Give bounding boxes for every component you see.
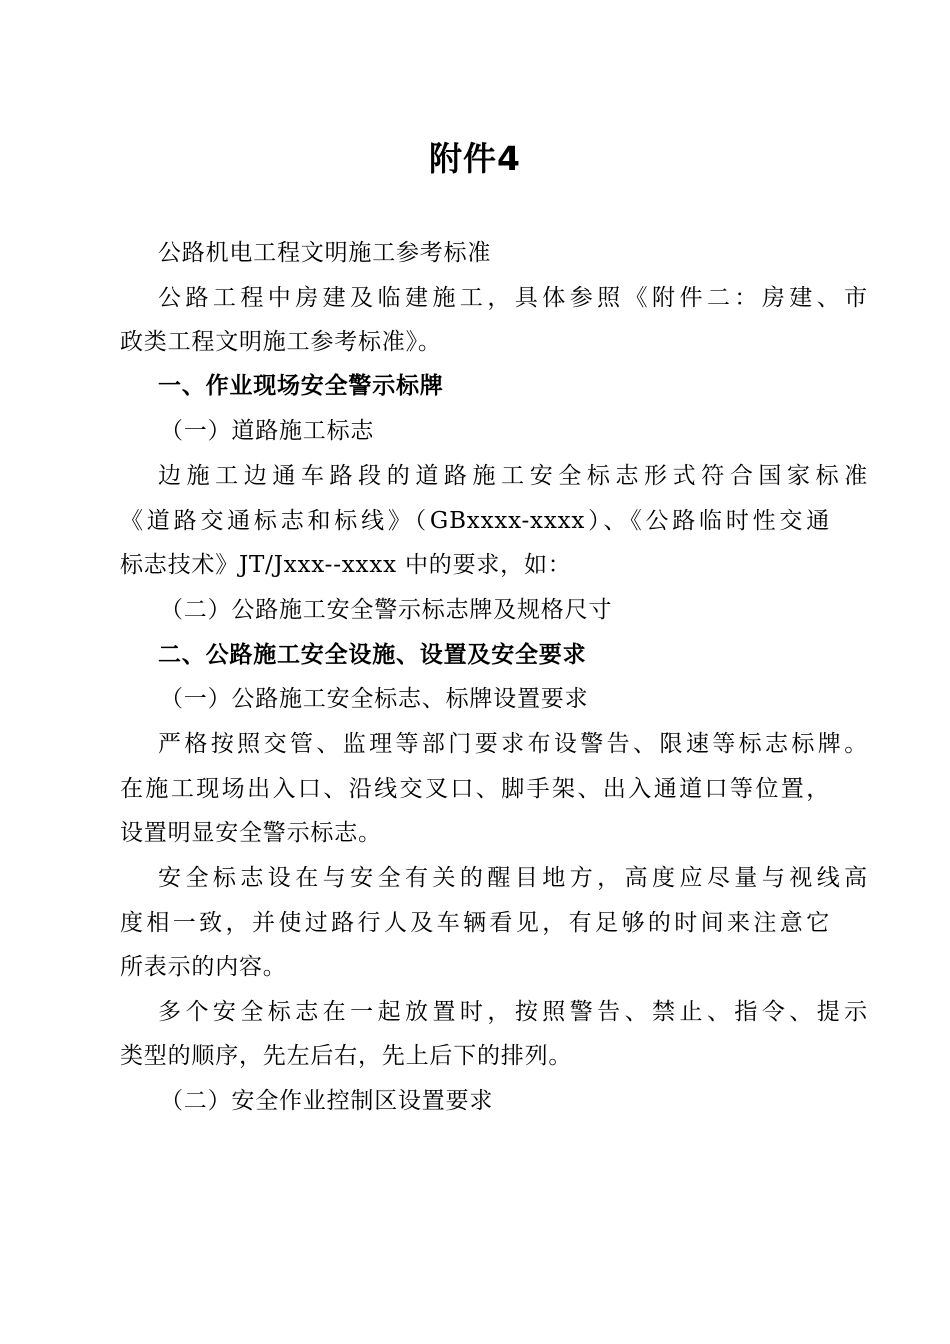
paragraph-line: 公路工程中房建及临建施工，具体参照《附件二：房建、市: [158, 285, 868, 311]
paragraph-line: 《道路交通标志和标线》（GBxxxx-xxxx）、《公路临时性交通: [120, 508, 830, 534]
section-heading-2: 二、公路施工安全设施、设置及安全要求: [158, 642, 587, 668]
paragraph-line: 标志技术》JT/Jxxx--xxxx 中的要求，如：: [120, 552, 572, 578]
subsection-heading: （一）道路施工标志: [160, 418, 375, 444]
section-subtitle: 公路机电工程文明施工参考标准: [158, 240, 492, 266]
paragraph-line: 多个安全标志在一起放置时，按照警告、禁止、指令、提示: [158, 999, 868, 1025]
paragraph-line: 安全标志设在与安全有关的醒目地方，高度应尽量与视线高: [158, 865, 868, 891]
paragraph-line: 政类工程文明施工参考标准》。: [120, 329, 442, 355]
paragraph-line: 严格按照交管、监理等部门要求布设警告、限速等标志标牌。: [158, 731, 868, 757]
section-heading-1: 一、作业现场安全警示标牌: [158, 373, 444, 399]
paragraph-line: 类型的顺序，先左后右，先上后下的排列。: [120, 1043, 573, 1069]
paragraph-line: 度相一致，并使过路行人及车辆看见，有足够的时间来注意它: [120, 910, 830, 936]
paragraph-line: 所表示的内容。: [120, 954, 287, 980]
paragraph-line: 边施工边通车路段的道路施工安全标志形式符合国家标准: [158, 463, 868, 489]
subsection-heading: （二）公路施工安全警示标志牌及规格尺寸: [160, 597, 613, 623]
paragraph-line: 设置明显安全警示标志。: [120, 820, 382, 846]
document-title: 附件4: [429, 139, 521, 178]
subsection-heading: （一）公路施工安全标志、标牌设置要求: [160, 686, 589, 712]
paragraph-line: 在施工现场出入口、沿线交叉口、脚手架、出入通道口等位置，: [120, 776, 830, 802]
subsection-heading: （二）安全作业控制区设置要求: [160, 1088, 494, 1114]
